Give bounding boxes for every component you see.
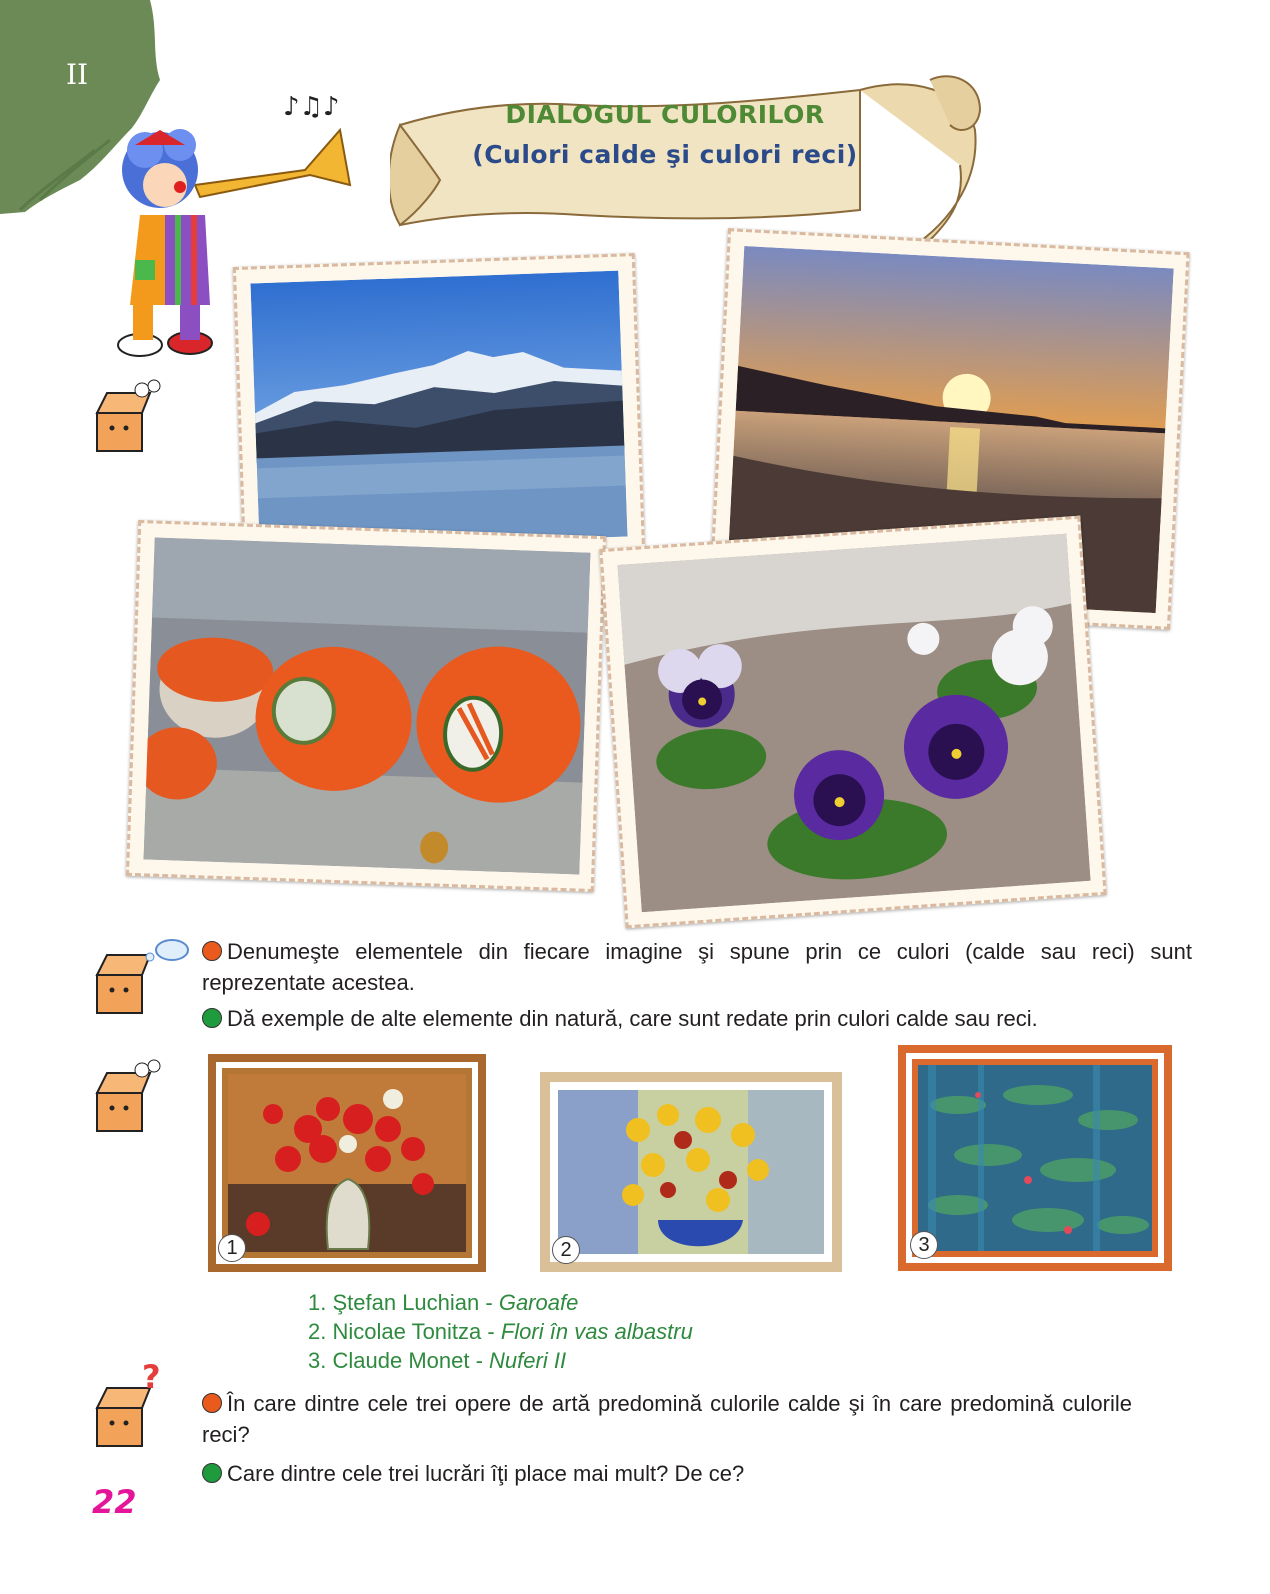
painting-1-frame (208, 1054, 486, 1272)
question-2: Dă exemple de alte elemente din natură, care sunt redate prin culori calde sau reci. (202, 1003, 1192, 1034)
flowers-blue-vase-painting (558, 1090, 824, 1254)
page-number: 22 (92, 1483, 137, 1521)
green-bullet-icon (202, 1463, 222, 1483)
credit-line: 2. Nicolae Tonitza - Flori în vas albastru (308, 1319, 693, 1344)
chapter-mark: II (66, 58, 89, 91)
orange-bullet-icon (202, 1393, 222, 1413)
chest-thinking-icon (92, 935, 192, 1020)
chest-icon (92, 378, 162, 458)
credit-line: 3. Claude Monet - Nuferi II (308, 1348, 567, 1373)
green-bullet-icon (202, 1008, 222, 1028)
credit-line: 1. Ştefan Luchian - Garoafe (308, 1290, 579, 1315)
pansies-photo (599, 516, 1106, 929)
water-lilies-painting (918, 1065, 1152, 1251)
painting-credits (308, 1288, 693, 1375)
painting-3-frame (898, 1045, 1172, 1271)
painting-number: 2 (552, 1236, 580, 1264)
painting-2-frame (540, 1072, 842, 1272)
painting-number: 3 (910, 1231, 938, 1259)
page-subtitle: (Culori calde şi culori reci) (472, 140, 858, 169)
pumpkins-image (144, 538, 591, 875)
painting-number: 1 (218, 1234, 246, 1262)
page-title: DIALOGUL CULORILOR (505, 100, 825, 129)
pansies-image (617, 534, 1090, 913)
svg-text:?: ? (142, 1358, 161, 1396)
carnations-painting (228, 1074, 466, 1252)
question-1: Denumeşte elementele din fiecare imagine şi spune prin ce culori (calde sau reci) sunt reprezentate acestea. (202, 939, 1192, 995)
mountain-lake-image (250, 271, 627, 550)
pumpkins-photo (126, 520, 606, 892)
question-4: Care dintre cele trei lucrări îţi place mai mult? De ce? (202, 1458, 1132, 1489)
orange-bullet-icon (202, 941, 222, 961)
question-3: În care dintre cele trei opere de artă predomină culorile calde şi în care predomină culorile reci? (202, 1391, 1132, 1447)
svg-text:♪♫♪: ♪♫♪ (283, 92, 340, 122)
mountain-lake-photo (233, 253, 645, 567)
chest-icon (92, 1058, 162, 1138)
chest-question-icon (92, 1358, 172, 1453)
